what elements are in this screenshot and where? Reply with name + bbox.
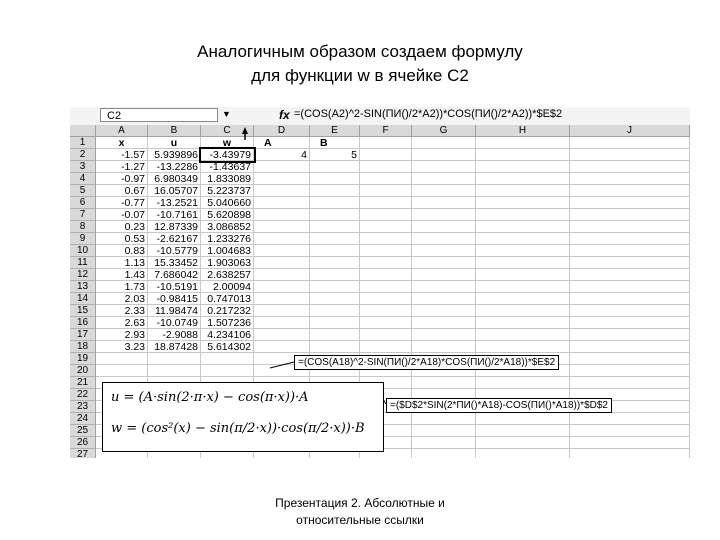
cell-f18[interactable]: [360, 341, 412, 353]
cell-c1[interactable]: w: [201, 137, 254, 149]
cell-a8[interactable]: 0.23: [96, 221, 148, 233]
row-header-9[interactable]: 9: [70, 233, 96, 245]
row-header-20[interactable]: 20: [70, 365, 96, 377]
cell-c7[interactable]: 5.620898: [201, 209, 254, 221]
row-header-19[interactable]: 19: [70, 353, 96, 365]
cell-h4[interactable]: [476, 173, 570, 185]
row-header-15[interactable]: 15: [70, 305, 96, 317]
cell-c20[interactable]: [201, 365, 254, 377]
cell-f12[interactable]: [360, 269, 412, 281]
cell-b9[interactable]: -2.62167: [148, 233, 201, 245]
title-line-2: для функции w в ячейке С2: [251, 66, 469, 85]
cell-f11[interactable]: [360, 257, 412, 269]
cell-d14[interactable]: [254, 293, 310, 305]
cell-j11[interactable]: [570, 257, 690, 269]
cell-e11[interactable]: [310, 257, 360, 269]
cell-d9[interactable]: [254, 233, 310, 245]
cell-e14[interactable]: [310, 293, 360, 305]
row-header-3[interactable]: 3: [70, 161, 96, 173]
cell-f4[interactable]: [360, 173, 412, 185]
cell-b3[interactable]: -13.2286: [148, 161, 201, 173]
cell-b7[interactable]: -10.7161: [148, 209, 201, 221]
cell-c8[interactable]: 3.086852: [201, 221, 254, 233]
cell-j26[interactable]: [570, 437, 690, 449]
cell-j2[interactable]: [570, 149, 690, 161]
cell-f16[interactable]: [360, 317, 412, 329]
cell-c15[interactable]: 0.217232: [201, 305, 254, 317]
cell-j25[interactable]: [570, 425, 690, 437]
cell-g14[interactable]: [412, 293, 476, 305]
cell-e3[interactable]: [310, 161, 360, 173]
cell-j8[interactable]: [570, 221, 690, 233]
cell-e2[interactable]: 5: [310, 149, 360, 161]
cell-f17[interactable]: [360, 329, 412, 341]
column-header-c[interactable]: C: [201, 125, 254, 137]
cell-d7[interactable]: [254, 209, 310, 221]
row-header-8[interactable]: 8: [70, 221, 96, 233]
cell-g24[interactable]: [412, 413, 476, 425]
cell-a18[interactable]: 3.23: [96, 341, 148, 353]
cell-j18[interactable]: [570, 341, 690, 353]
cell-b16[interactable]: -10.0749: [148, 317, 201, 329]
footer-line-1: Презентация 2. Абсолютные и: [275, 496, 445, 510]
cell-c4[interactable]: 1.833089: [201, 173, 254, 185]
cell-h7[interactable]: [476, 209, 570, 221]
cell-e13[interactable]: [310, 281, 360, 293]
cell-h26[interactable]: [476, 437, 570, 449]
cell-d10[interactable]: [254, 245, 310, 257]
cell-e17[interactable]: [310, 329, 360, 341]
cell-h25[interactable]: [476, 425, 570, 437]
row-header-7[interactable]: 7: [70, 209, 96, 221]
cell-h21[interactable]: [476, 377, 570, 389]
cell-f1[interactable]: [360, 137, 412, 149]
row-header-23[interactable]: 23: [70, 401, 96, 413]
cell-b10[interactable]: -10.5779: [148, 245, 201, 257]
cell-e7[interactable]: [310, 209, 360, 221]
cell-d1[interactable]: A: [254, 137, 310, 149]
cell-j14[interactable]: [570, 293, 690, 305]
cell-e6[interactable]: [310, 197, 360, 209]
cell-h24[interactable]: [476, 413, 570, 425]
name-box-dropdown-icon[interactable]: ▼: [222, 109, 231, 119]
cell-g9[interactable]: [412, 233, 476, 245]
cell-h9[interactable]: [476, 233, 570, 245]
cell-b20[interactable]: [148, 365, 201, 377]
cell-c11[interactable]: 1.903063: [201, 257, 254, 269]
cell-b1[interactable]: u: [148, 137, 201, 149]
cell-h10[interactable]: [476, 245, 570, 257]
cell-a2[interactable]: -1.57: [96, 149, 148, 161]
cell-g3[interactable]: [412, 161, 476, 173]
cell-h3[interactable]: [476, 161, 570, 173]
cell-d17[interactable]: [254, 329, 310, 341]
cell-a3[interactable]: -1.27: [96, 161, 148, 173]
cell-c18[interactable]: 5.614302: [201, 341, 254, 353]
cell-g8[interactable]: [412, 221, 476, 233]
cell-h27[interactable]: [476, 449, 570, 458]
cell-e5[interactable]: [310, 185, 360, 197]
cell-e9[interactable]: [310, 233, 360, 245]
row-header-16[interactable]: 16: [70, 317, 96, 329]
cell-j1[interactable]: [570, 137, 690, 149]
cell-a14[interactable]: 2.03: [96, 293, 148, 305]
cell-d18[interactable]: [254, 341, 310, 353]
cell-c12[interactable]: 2.638257: [201, 269, 254, 281]
cell-b18[interactable]: 18.87428: [148, 341, 201, 353]
cell-g1[interactable]: [412, 137, 476, 149]
cell-h6[interactable]: [476, 197, 570, 209]
row-header-2[interactable]: 2: [70, 149, 96, 161]
cell-f14[interactable]: [360, 293, 412, 305]
cell-g12[interactable]: [412, 269, 476, 281]
cell-h18[interactable]: [476, 341, 570, 353]
cell-b17[interactable]: -2.9088: [148, 329, 201, 341]
cell-e15[interactable]: [310, 305, 360, 317]
cell-j20[interactable]: [570, 365, 690, 377]
cell-b15[interactable]: 11.98474: [148, 305, 201, 317]
cell-h11[interactable]: [476, 257, 570, 269]
cell-c9[interactable]: 1.233276: [201, 233, 254, 245]
cell-g10[interactable]: [412, 245, 476, 257]
row-header-22[interactable]: 22: [70, 389, 96, 401]
cell-j9[interactable]: [570, 233, 690, 245]
cell-b11[interactable]: 15.33452: [148, 257, 201, 269]
column-header-j[interactable]: J: [570, 125, 690, 137]
row-header-24[interactable]: 24: [70, 413, 96, 425]
cell-d6[interactable]: [254, 197, 310, 209]
row-header-18[interactable]: 18: [70, 341, 96, 353]
row-header-5[interactable]: 5: [70, 185, 96, 197]
cell-d16[interactable]: [254, 317, 310, 329]
cell-e16[interactable]: [310, 317, 360, 329]
cell-j19[interactable]: [570, 353, 690, 365]
cell-j5[interactable]: [570, 185, 690, 197]
cell-d13[interactable]: [254, 281, 310, 293]
cell-f7[interactable]: [360, 209, 412, 221]
cell-j24[interactable]: [570, 413, 690, 425]
cell-f10[interactable]: [360, 245, 412, 257]
equation-u: u = (A·sin(2·π·x) − cos(π·x))·A: [111, 390, 309, 405]
cell-f8[interactable]: [360, 221, 412, 233]
column-header-g[interactable]: G: [412, 125, 476, 137]
row-header-10[interactable]: 10: [70, 245, 96, 257]
cell-h14[interactable]: [476, 293, 570, 305]
column-header-f[interactable]: F: [360, 125, 412, 137]
title-line-1: Аналогичным образом создаем формулу: [197, 42, 523, 61]
cell-g18[interactable]: [412, 341, 476, 353]
cell-j17[interactable]: [570, 329, 690, 341]
row-header-17[interactable]: 17: [70, 329, 96, 341]
cell-d4[interactable]: [254, 173, 310, 185]
cell-a20[interactable]: [96, 365, 148, 377]
cell-a9[interactable]: 0.53: [96, 233, 148, 245]
cell-b8[interactable]: 12.87339: [148, 221, 201, 233]
formula-callout-w: =(COS(A18)^2-SIN(ПИ()/2*A18)*COS(ПИ()/2*A18))*$E$2: [294, 355, 559, 370]
cell-b2[interactable]: 5.939896: [148, 149, 201, 161]
slide-footer: [240, 495, 480, 529]
cell-a19[interactable]: [96, 353, 148, 365]
cell-h12[interactable]: [476, 269, 570, 281]
column-header-d[interactable]: D: [254, 125, 310, 137]
column-header-e[interactable]: E: [310, 125, 360, 137]
cell-h2[interactable]: [476, 149, 570, 161]
cell-e12[interactable]: [310, 269, 360, 281]
fx-icon[interactable]: fx: [279, 108, 290, 122]
cell-j3[interactable]: [570, 161, 690, 173]
cell-a7[interactable]: -0.07: [96, 209, 148, 221]
cell-j15[interactable]: [570, 305, 690, 317]
cell-b6[interactable]: -13.2521: [148, 197, 201, 209]
cell-a1[interactable]: x: [96, 137, 148, 149]
cell-d5[interactable]: [254, 185, 310, 197]
cell-h8[interactable]: [476, 221, 570, 233]
cell-j27[interactable]: [570, 449, 690, 458]
cell-e8[interactable]: [310, 221, 360, 233]
cell-b5[interactable]: 16.05707: [148, 185, 201, 197]
cell-c13[interactable]: 2.00094: [201, 281, 254, 293]
cell-g7[interactable]: [412, 209, 476, 221]
cell-g15[interactable]: [412, 305, 476, 317]
cell-a13[interactable]: 1.73: [96, 281, 148, 293]
row-header-1[interactable]: 1: [70, 137, 96, 149]
cell-j4[interactable]: [570, 173, 690, 185]
column-header-h[interactable]: H: [476, 125, 570, 137]
column-header-a[interactable]: A: [96, 125, 148, 137]
cell-c3[interactable]: -1.43637: [201, 161, 254, 173]
cell-g5[interactable]: [412, 185, 476, 197]
cell-a12[interactable]: 1.43: [96, 269, 148, 281]
column-header-b[interactable]: B: [148, 125, 201, 137]
formula-bar: [70, 107, 690, 126]
cell-b14[interactable]: -0.98415: [148, 293, 201, 305]
cell-a5[interactable]: 0.67: [96, 185, 148, 197]
cell-g26[interactable]: [412, 437, 476, 449]
cell-f15[interactable]: [360, 305, 412, 317]
row-header-13[interactable]: 13: [70, 281, 96, 293]
cell-h16[interactable]: [476, 317, 570, 329]
formula-input[interactable]: =(COS(A2)^2-SIN(ПИ()/2*A2))*COS(ПИ()/2*A2))*$E$2: [294, 108, 563, 120]
cell-b12[interactable]: 7.686042: [148, 269, 201, 281]
cell-b4[interactable]: 6.980349: [148, 173, 201, 185]
cell-g27[interactable]: [412, 449, 476, 458]
cell-a6[interactable]: -0.77: [96, 197, 148, 209]
cell-f3[interactable]: [360, 161, 412, 173]
row-header-21[interactable]: 21: [70, 377, 96, 389]
row-header-25[interactable]: 25: [70, 425, 96, 437]
cell-c14[interactable]: 0.747013: [201, 293, 254, 305]
row-header-14[interactable]: 14: [70, 293, 96, 305]
cell-h15[interactable]: [476, 305, 570, 317]
row-header-26[interactable]: 26: [70, 437, 96, 449]
cell-b19[interactable]: [148, 353, 201, 365]
cell-c17[interactable]: 4.234106: [201, 329, 254, 341]
cell-h1[interactable]: [476, 137, 570, 149]
cell-j10[interactable]: [570, 245, 690, 257]
name-box[interactable]: C2: [100, 108, 218, 122]
cell-a11[interactable]: 1.13: [96, 257, 148, 269]
cell-g13[interactable]: [412, 281, 476, 293]
cell-h17[interactable]: [476, 329, 570, 341]
cell-j16[interactable]: [570, 317, 690, 329]
cell-e1[interactable]: B: [310, 137, 360, 149]
cell-c19[interactable]: [201, 353, 254, 365]
cell-a15[interactable]: 2.33: [96, 305, 148, 317]
footer-line-2: относительные ссылки: [296, 513, 424, 527]
cell-a4[interactable]: -0.97: [96, 173, 148, 185]
cell-j12[interactable]: [570, 269, 690, 281]
cell-g2[interactable]: [412, 149, 476, 161]
cell-f13[interactable]: [360, 281, 412, 293]
row-header-12[interactable]: 12: [70, 269, 96, 281]
cell-j13[interactable]: [570, 281, 690, 293]
cell-b13[interactable]: -10.5191: [148, 281, 201, 293]
cell-f6[interactable]: [360, 197, 412, 209]
row-header-11[interactable]: 11: [70, 257, 96, 269]
cell-d2[interactable]: 4: [254, 149, 310, 161]
cell-d3[interactable]: [254, 161, 310, 173]
cell-j6[interactable]: [570, 197, 690, 209]
cell-c5[interactable]: 5.223737: [201, 185, 254, 197]
cell-g4[interactable]: [412, 173, 476, 185]
cell-f9[interactable]: [360, 233, 412, 245]
cell-a16[interactable]: 2.63: [96, 317, 148, 329]
cell-e4[interactable]: [310, 173, 360, 185]
cell-d15[interactable]: [254, 305, 310, 317]
cell-c2[interactable]: -3.43979: [201, 149, 254, 161]
cell-g11[interactable]: [412, 257, 476, 269]
cell-a10[interactable]: 0.83: [96, 245, 148, 257]
cell-h13[interactable]: [476, 281, 570, 293]
row-header-4[interactable]: 4: [70, 173, 96, 185]
equation-w: w = (cos²(x) − sin(π/2·x))·cos(π/2·x))·B: [111, 421, 365, 436]
row-header-27[interactable]: 27: [70, 449, 96, 458]
select-all-corner[interactable]: [70, 125, 96, 137]
cell-g17[interactable]: [412, 329, 476, 341]
cell-d11[interactable]: [254, 257, 310, 269]
cell-d12[interactable]: [254, 269, 310, 281]
row-header-6[interactable]: 6: [70, 197, 96, 209]
cell-g16[interactable]: [412, 317, 476, 329]
cell-g21[interactable]: [412, 377, 476, 389]
cell-e10[interactable]: [310, 245, 360, 257]
cell-j21[interactable]: [570, 377, 690, 389]
cell-f2[interactable]: [360, 149, 412, 161]
slide-title: [0, 40, 720, 88]
cell-g25[interactable]: [412, 425, 476, 437]
cell-d8[interactable]: [254, 221, 310, 233]
cell-c16[interactable]: 1.507236: [201, 317, 254, 329]
cell-f5[interactable]: [360, 185, 412, 197]
cell-g6[interactable]: [412, 197, 476, 209]
cell-c10[interactable]: 1.004683: [201, 245, 254, 257]
cell-j7[interactable]: [570, 209, 690, 221]
cell-h5[interactable]: [476, 185, 570, 197]
formula-callout-u: =($D$2*SIN(2*ПИ()*A18)-COS(ПИ()*A18))*$D$2: [386, 398, 612, 413]
equations-box: [102, 382, 384, 452]
cell-c6[interactable]: 5.040660: [201, 197, 254, 209]
cell-e18[interactable]: [310, 341, 360, 353]
cell-a17[interactable]: 2.93: [96, 329, 148, 341]
